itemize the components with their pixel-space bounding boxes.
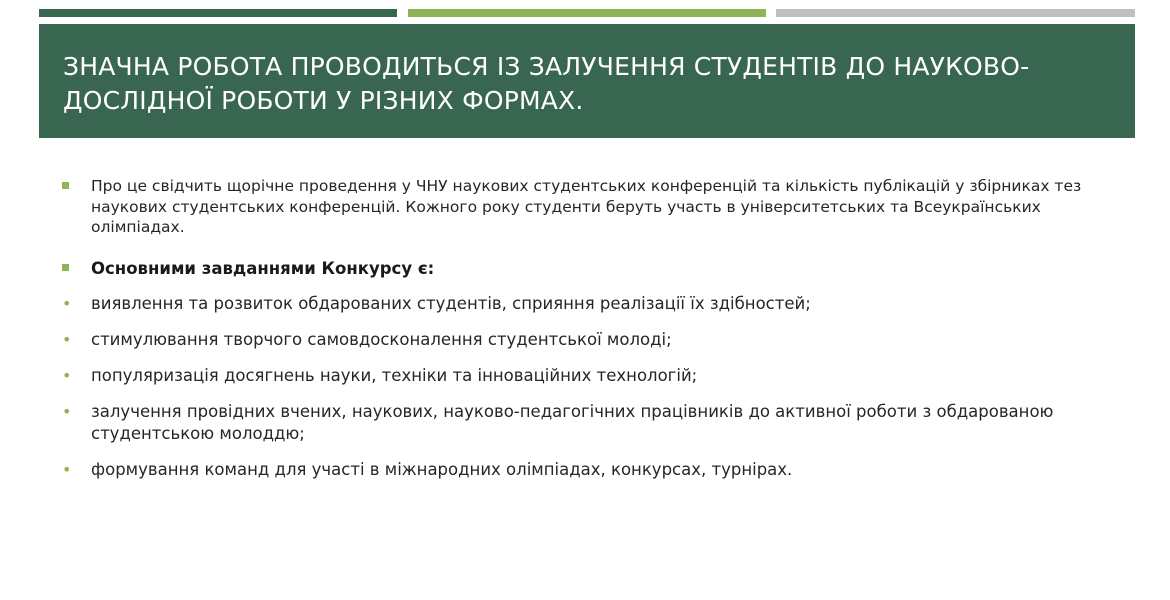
task-text: популяризація досягнень науки, техніки та інноваційних технологій; [91,365,698,385]
square-bullet-icon [62,264,69,271]
header-stripe-dark [39,9,397,17]
dot-bullet-icon: • [62,401,72,421]
task-item [62,365,1122,387]
dot-bullet-icon: • [62,329,72,349]
header-stripe-green [408,9,766,17]
slide-content [62,176,1122,495]
dot-bullet-icon: • [62,365,72,385]
task-text: виявлення та розвиток обдарованих студентів, сприяння реалізації їх здібностей; [91,293,811,313]
header-stripe-gray [776,9,1135,17]
task-item [62,459,1122,481]
tasks-heading [62,258,1122,280]
task-item [62,329,1122,351]
slide-title: ЗНАЧНА РОБОТА ПРОВОДИТЬСЯ ІЗ ЗАЛУЧЕННЯ СТУДЕНТІВ ДО НАУКОВО-ДОСЛІДНОЇ РОБОТИ У РІЗНИХ ФОРМАХ. [63,52,1030,115]
tasks-heading-text: Основними завданнями Конкурсу є: [91,258,435,278]
square-bullet-icon [62,182,69,189]
intro-text: Про це свідчить щорічне проведення у ЧНУ наукових студентських конференцій та кількість публікацій у збірниках тез наукових студентських конференцій. Кожного року студенти беруть участь в університетських та Всеукраїнських олімпіадах. [91,177,1082,236]
title-bar [39,24,1135,138]
dot-bullet-icon: • [62,459,72,479]
task-text: формування команд для участі в міжнародних олімпіадах, конкурсах, турнірах. [91,459,793,479]
task-text: залучення провідних вчених, наукових, науково-педагогічних працівників до активної роботи з обдарованою студентською молоддю; [91,401,1054,443]
task-item [62,293,1122,315]
dot-bullet-icon: • [62,293,72,313]
task-text: стимулювання творчого самовдосконалення студентської молоді; [91,329,672,349]
intro-paragraph [62,176,1122,238]
task-item [62,401,1122,445]
